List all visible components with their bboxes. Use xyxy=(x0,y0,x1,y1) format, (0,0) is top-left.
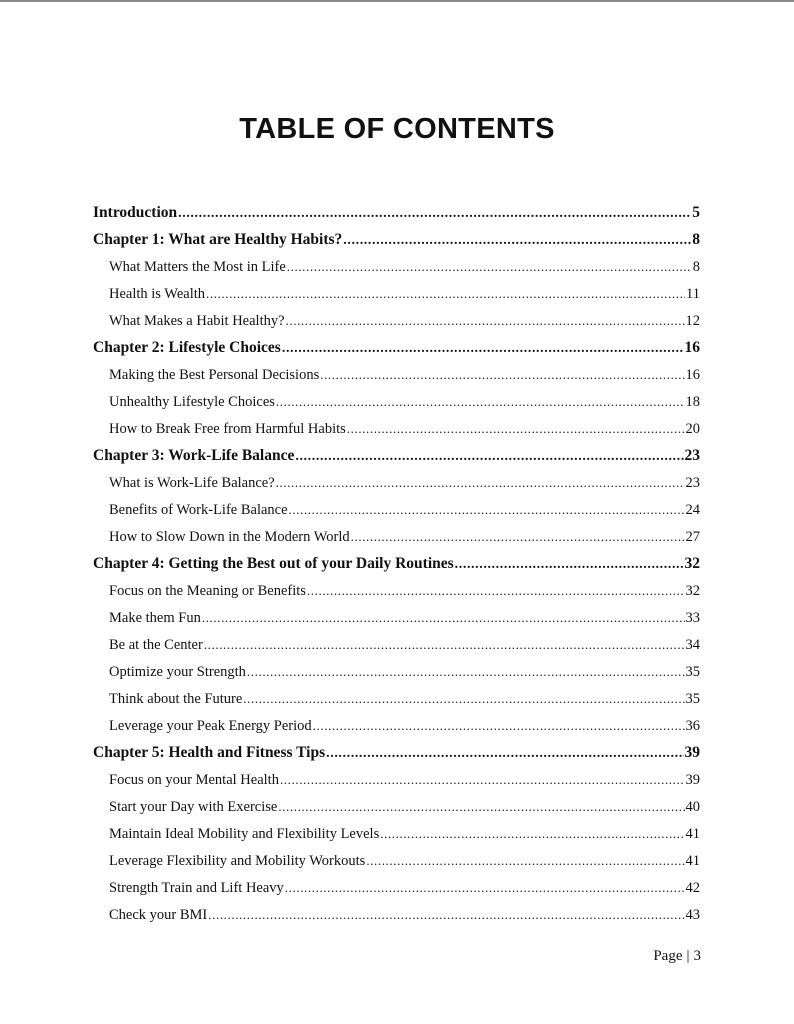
toc-entry-label: Leverage Flexibility and Mobility Workouts xyxy=(109,853,366,869)
toc-entry-label: Leverage your Peak Energy Period xyxy=(109,718,312,734)
toc-section-entry[interactable] xyxy=(93,388,700,415)
toc-chapter-entry[interactable] xyxy=(93,442,700,469)
dot-leader xyxy=(204,631,685,658)
toc-entry-page-number: 39 xyxy=(685,772,700,788)
toc-chapter-entry[interactable] xyxy=(93,226,700,253)
toc-section-entry[interactable] xyxy=(93,577,700,604)
dot-leader xyxy=(276,388,685,415)
toc-section-entry[interactable] xyxy=(93,712,700,739)
toc-entry-page-number: 34 xyxy=(685,637,700,653)
toc-entry-label: Start your Day with Exercise xyxy=(109,799,278,815)
dot-leader xyxy=(380,820,684,847)
toc-chapter-entry[interactable] xyxy=(93,334,700,361)
toc-entry-page-number: 20 xyxy=(685,421,700,437)
toc-section-entry[interactable] xyxy=(93,901,700,928)
toc-section-entry[interactable] xyxy=(93,658,700,685)
dot-leader xyxy=(366,847,684,874)
toc-entry-label: Check your BMI xyxy=(109,907,208,923)
toc-entry-page-number: 33 xyxy=(685,610,700,626)
dot-leader xyxy=(206,280,685,307)
toc-entry-page-number: 11 xyxy=(686,286,700,302)
toc-section-entry[interactable] xyxy=(93,847,700,874)
toc-entry-label: Make them Fun xyxy=(109,610,201,626)
dot-leader xyxy=(343,227,691,254)
dot-leader xyxy=(326,740,683,767)
toc-section-entry[interactable] xyxy=(93,793,700,820)
toc-entry-page-number: 35 xyxy=(685,691,700,707)
dot-leader xyxy=(243,685,684,712)
toc-entry-page-number: 8 xyxy=(692,259,700,275)
toc-entry-label: How to Slow Down in the Modern World xyxy=(109,529,350,545)
dot-leader xyxy=(278,793,684,820)
toc-section-entry[interactable] xyxy=(93,307,700,334)
dot-leader xyxy=(347,415,685,442)
toc-entry-label: Chapter 1: What are Healthy Habits? xyxy=(93,231,343,248)
toc-entry-label: How to Break Free from Harmful Habits xyxy=(109,421,346,437)
toc-entry-page-number: 40 xyxy=(685,799,700,815)
toc-entry-label: Maintain Ideal Mobility and Flexibility Levels xyxy=(109,826,380,842)
toc-section-entry[interactable] xyxy=(93,820,700,847)
footer-page-number: 3 xyxy=(693,948,701,964)
dot-leader xyxy=(178,200,691,227)
toc-section-entry[interactable] xyxy=(93,280,700,307)
dot-leader xyxy=(320,361,684,388)
toc-entry-label: Health is Wealth xyxy=(109,286,206,302)
dot-leader xyxy=(295,443,683,470)
toc-entry-page-number: 43 xyxy=(685,907,700,923)
dot-leader xyxy=(307,577,685,604)
toc-section-entry[interactable] xyxy=(93,523,700,550)
toc-entry-label: Chapter 5: Health and Fitness Tips xyxy=(93,744,326,761)
toc-entry-label: Introduction xyxy=(93,204,178,221)
toc-entry-page-number: 32 xyxy=(685,583,700,599)
dot-leader xyxy=(282,335,684,362)
toc-entry-page-number: 42 xyxy=(685,880,700,896)
toc-entry-page-number: 8 xyxy=(692,231,700,248)
toc-entry-label: Chapter 2: Lifestyle Choices xyxy=(93,339,281,356)
toc-entry-page-number: 12 xyxy=(685,313,700,329)
toc-section-entry[interactable] xyxy=(93,496,700,523)
toc-entry-label: Optimize your Strength xyxy=(109,664,246,680)
toc-entry-page-number: 16 xyxy=(684,339,700,356)
toc-entry-page-number: 5 xyxy=(692,204,700,221)
toc-section-entry[interactable] xyxy=(93,685,700,712)
toc-entry-label: What is Work-Life Balance? xyxy=(109,475,275,491)
toc-entry-page-number: 16 xyxy=(685,367,700,383)
toc-entry-label: What Makes a Habit Healthy? xyxy=(109,313,285,329)
dot-leader xyxy=(455,551,684,578)
dot-leader xyxy=(208,901,684,928)
page-title: TABLE OF CONTENTS xyxy=(239,113,555,146)
toc-entry-page-number: 23 xyxy=(685,475,700,491)
toc-entry-label: What Matters the Most in Life xyxy=(109,259,286,275)
toc-entry-page-number: 24 xyxy=(685,502,700,518)
toc-entry-label: Think about the Future xyxy=(109,691,243,707)
toc-entry-label: Chapter 4: Getting the Best out of your Daily Routines xyxy=(93,555,454,572)
dot-leader xyxy=(276,469,685,496)
toc-entry-label: Be at the Center xyxy=(109,637,203,653)
toc-entry-page-number: 23 xyxy=(684,447,700,464)
toc-chapter-entry[interactable] xyxy=(93,199,700,226)
toc-section-entry[interactable] xyxy=(93,631,700,658)
toc-section-entry[interactable] xyxy=(93,253,700,280)
toc-section-entry[interactable] xyxy=(93,874,700,901)
dot-leader xyxy=(287,253,692,280)
table-of-contents xyxy=(93,199,700,928)
toc-entry-page-number: 36 xyxy=(685,718,700,734)
toc-entry-page-number: 18 xyxy=(685,394,700,410)
toc-entry-page-number: 27 xyxy=(685,529,700,545)
toc-entry-page-number: 41 xyxy=(685,853,700,869)
toc-entry-label: Strength Train and Lift Heavy xyxy=(109,880,284,896)
toc-entry-page-number: 32 xyxy=(684,555,700,572)
toc-entry-page-number: 39 xyxy=(684,744,700,761)
page-footer xyxy=(653,948,701,965)
toc-section-entry[interactable] xyxy=(93,415,700,442)
toc-entry-label: Focus on the Meaning or Benefits xyxy=(109,583,306,599)
dot-leader xyxy=(313,712,685,739)
toc-section-entry[interactable] xyxy=(93,361,700,388)
toc-entry-page-number: 41 xyxy=(685,826,700,842)
toc-section-entry[interactable] xyxy=(93,469,700,496)
toc-chapter-entry[interactable] xyxy=(93,550,700,577)
dot-leader xyxy=(285,874,685,901)
toc-entry-label: Chapter 3: Work-Life Balance xyxy=(93,447,295,464)
toc-section-entry[interactable] xyxy=(93,766,700,793)
dot-leader xyxy=(351,523,685,550)
dot-leader xyxy=(289,496,685,523)
dot-leader xyxy=(286,307,685,334)
dot-leader xyxy=(247,658,685,685)
toc-entry-label: Making the Best Personal Decisions xyxy=(109,367,320,383)
toc-section-entry[interactable] xyxy=(93,604,700,631)
toc-entry-page-number: 35 xyxy=(685,664,700,680)
toc-entry-label: Unhealthy Lifestyle Choices xyxy=(109,394,275,410)
toc-entry-label: Benefits of Work-Life Balance xyxy=(109,502,288,518)
toc-entry-label: Focus on your Mental Health xyxy=(109,772,279,788)
dot-leader xyxy=(280,766,685,793)
toc-chapter-entry[interactable] xyxy=(93,739,700,766)
footer-separator: | xyxy=(686,948,690,964)
footer-page-label: Page xyxy=(653,948,683,964)
dot-leader xyxy=(202,604,685,631)
